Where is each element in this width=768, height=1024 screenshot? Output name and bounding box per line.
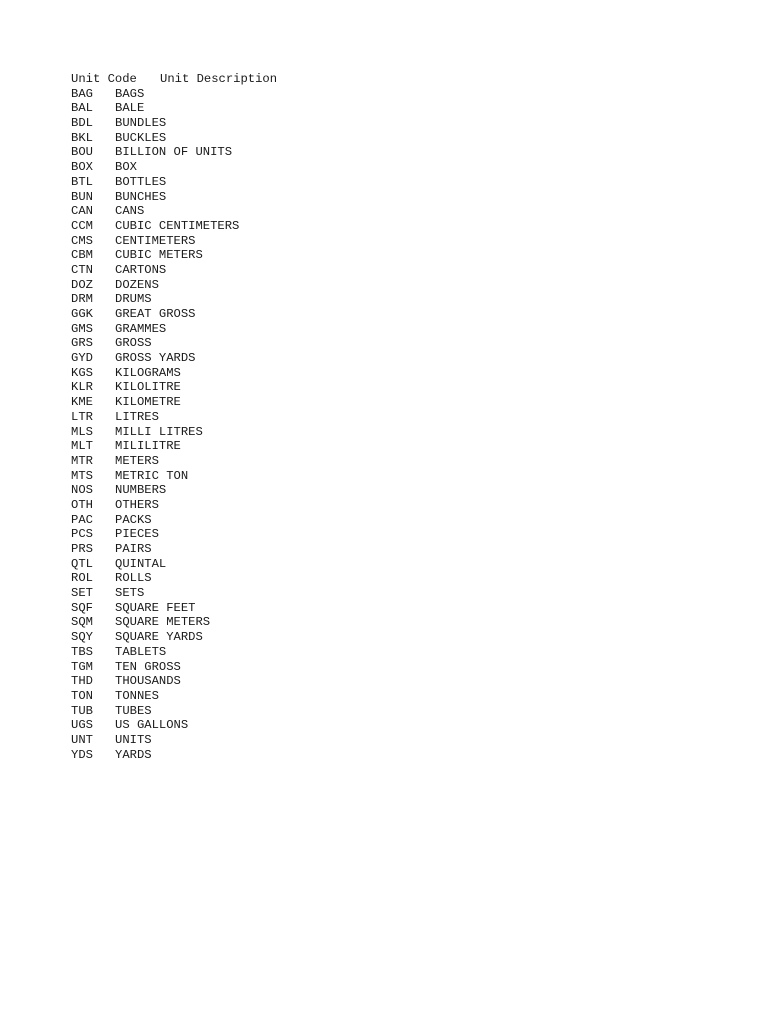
unit-code: BOX	[71, 160, 93, 175]
unit-description: US GALLONS	[115, 718, 189, 733]
unit-description: BOTTLES	[115, 174, 167, 189]
unit-code: KLR	[71, 380, 93, 395]
unit-description: ROLLS	[115, 571, 152, 586]
unit-code: TBS	[71, 644, 93, 659]
unit-description: KILOMETRE	[115, 395, 181, 410]
table-header	[71, 72, 277, 87]
unit-description: BILLION OF UNITS	[115, 145, 233, 160]
header-unit-code: Unit Code	[71, 72, 137, 86]
unit-description: GROSS	[115, 336, 152, 351]
table-row	[71, 586, 277, 601]
table-row	[71, 645, 277, 660]
unit-code: MTS	[71, 468, 93, 483]
unit-code: TGM	[71, 659, 93, 674]
unit-description: BALE	[115, 101, 145, 116]
unit-description: SQUARE METERS	[115, 615, 211, 630]
unit-code: PAC	[71, 512, 93, 527]
unit-code: PRS	[71, 542, 93, 556]
unit-code: YDS	[71, 747, 93, 762]
unit-code: CMS	[71, 233, 93, 248]
unit-description: THOUSANDS	[115, 674, 181, 689]
unit-code: GGK	[71, 307, 93, 321]
unit-code: SET	[71, 586, 93, 601]
table-row	[71, 704, 277, 719]
unit-code: SQM	[71, 615, 93, 630]
table-row	[71, 219, 277, 234]
unit-code: DRM	[71, 292, 93, 307]
unit-description: NUMBERS	[115, 483, 167, 498]
unit-code: BAG	[71, 86, 93, 101]
unit-code: QTL	[71, 556, 93, 571]
table-row	[71, 190, 277, 205]
table-row	[71, 630, 277, 645]
unit-code: MTR	[71, 453, 93, 468]
unit-code: NOS	[71, 483, 93, 498]
table-row	[71, 336, 277, 351]
unit-description: MILLI LITRES	[115, 424, 203, 439]
unit-description: CENTIMETERS	[115, 233, 196, 248]
table-row	[71, 469, 277, 484]
unit-code: BKL	[71, 130, 93, 145]
table-row	[71, 145, 277, 160]
unit-description: CARTONS	[115, 262, 167, 277]
table-row	[71, 748, 277, 763]
table-row	[71, 322, 277, 337]
unit-code: KGS	[71, 365, 93, 380]
table-row	[71, 601, 277, 616]
unit-description: PAIRS	[115, 542, 152, 556]
table-row	[71, 527, 277, 542]
table-row	[71, 395, 277, 410]
table-row	[71, 439, 277, 454]
table-row	[71, 248, 277, 263]
unit-code: DOZ	[71, 277, 93, 292]
unit-code: CAN	[71, 204, 93, 219]
table-row	[71, 116, 277, 131]
unit-description: QUINTAL	[115, 556, 167, 571]
unit-code: CBM	[71, 248, 93, 263]
unit-code: BAL	[71, 101, 93, 116]
unit-description: BUNCHES	[115, 189, 167, 204]
header-unit-description: Unit Description	[160, 72, 278, 86]
unit-code-table	[71, 72, 277, 762]
table-row	[71, 292, 277, 307]
unit-description: BAGS	[115, 86, 145, 101]
unit-description: PIECES	[115, 527, 159, 542]
unit-code: KME	[71, 395, 93, 410]
table-row	[71, 513, 277, 528]
table-row	[71, 410, 277, 425]
unit-code: BDL	[71, 116, 93, 131]
unit-description: UNITS	[115, 732, 152, 747]
unit-description: SQUARE FEET	[115, 600, 196, 615]
table-row	[71, 87, 277, 102]
unit-code: BUN	[71, 189, 93, 204]
unit-description: DRUMS	[115, 292, 152, 307]
table-row	[71, 674, 277, 689]
table-row	[71, 689, 277, 704]
table-row	[71, 660, 277, 675]
table-body	[71, 87, 277, 763]
unit-code: GYD	[71, 351, 93, 366]
table-row	[71, 380, 277, 395]
unit-code: MLT	[71, 439, 93, 454]
table-row	[71, 454, 277, 469]
unit-code: TUB	[71, 703, 93, 718]
table-row	[71, 160, 277, 175]
table-row	[71, 351, 277, 366]
unit-description: KILOGRAMS	[115, 365, 181, 380]
unit-code: TON	[71, 688, 93, 703]
table-row	[71, 307, 277, 322]
table-row	[71, 733, 277, 748]
unit-description: KILOLITRE	[115, 380, 181, 395]
unit-description: MILILITRE	[115, 439, 181, 454]
unit-description: DOZENS	[115, 277, 159, 292]
table-row	[71, 131, 277, 146]
unit-description: BOX	[115, 160, 137, 175]
unit-code: LTR	[71, 409, 93, 424]
unit-code: CCM	[71, 218, 93, 233]
unit-description: CANS	[115, 204, 145, 219]
unit-description: YARDS	[115, 747, 152, 762]
unit-code: OTH	[71, 497, 93, 512]
unit-description: GREAT GROSS	[115, 307, 196, 321]
unit-description: SETS	[115, 586, 145, 601]
table-row	[71, 234, 277, 249]
unit-code: UGS	[71, 718, 93, 733]
unit-description: METERS	[115, 453, 159, 468]
unit-code: SQY	[71, 630, 93, 645]
table-row	[71, 425, 277, 440]
table-row	[71, 718, 277, 733]
unit-description: TUBES	[115, 703, 152, 718]
unit-code: BOU	[71, 145, 93, 160]
unit-description: PACKS	[115, 512, 152, 527]
table-row	[71, 263, 277, 278]
unit-description: GROSS YARDS	[115, 351, 196, 366]
unit-code: GMS	[71, 321, 93, 336]
unit-code: MLS	[71, 424, 93, 439]
table-row	[71, 175, 277, 190]
unit-code: UNT	[71, 732, 93, 747]
unit-description: GRAMMES	[115, 321, 167, 336]
unit-description: CUBIC CENTIMETERS	[115, 218, 240, 233]
unit-description: TABLETS	[115, 644, 167, 659]
unit-description: BUNDLES	[115, 116, 167, 131]
table-row	[71, 204, 277, 219]
unit-code: GRS	[71, 336, 93, 351]
unit-code: SQF	[71, 600, 93, 615]
unit-description: LITRES	[115, 409, 159, 424]
table-row	[71, 278, 277, 293]
unit-code: THD	[71, 674, 93, 689]
table-row	[71, 101, 277, 116]
unit-code: PCS	[71, 527, 93, 542]
unit-description: TONNES	[115, 688, 159, 703]
table-row	[71, 542, 277, 557]
unit-description: CUBIC METERS	[115, 248, 203, 263]
unit-description: SQUARE YARDS	[115, 630, 203, 645]
unit-description: TEN GROSS	[115, 659, 181, 674]
table-row	[71, 483, 277, 498]
unit-description: METRIC TON	[115, 468, 189, 483]
unit-code: BTL	[71, 174, 93, 189]
unit-code: ROL	[71, 571, 93, 586]
table-row	[71, 615, 277, 630]
table-row	[71, 571, 277, 586]
unit-code: CTN	[71, 262, 93, 277]
table-row	[71, 557, 277, 572]
table-row	[71, 498, 277, 513]
unit-description: OTHERS	[115, 497, 159, 512]
table-row	[71, 366, 277, 381]
unit-description: BUCKLES	[115, 130, 167, 145]
